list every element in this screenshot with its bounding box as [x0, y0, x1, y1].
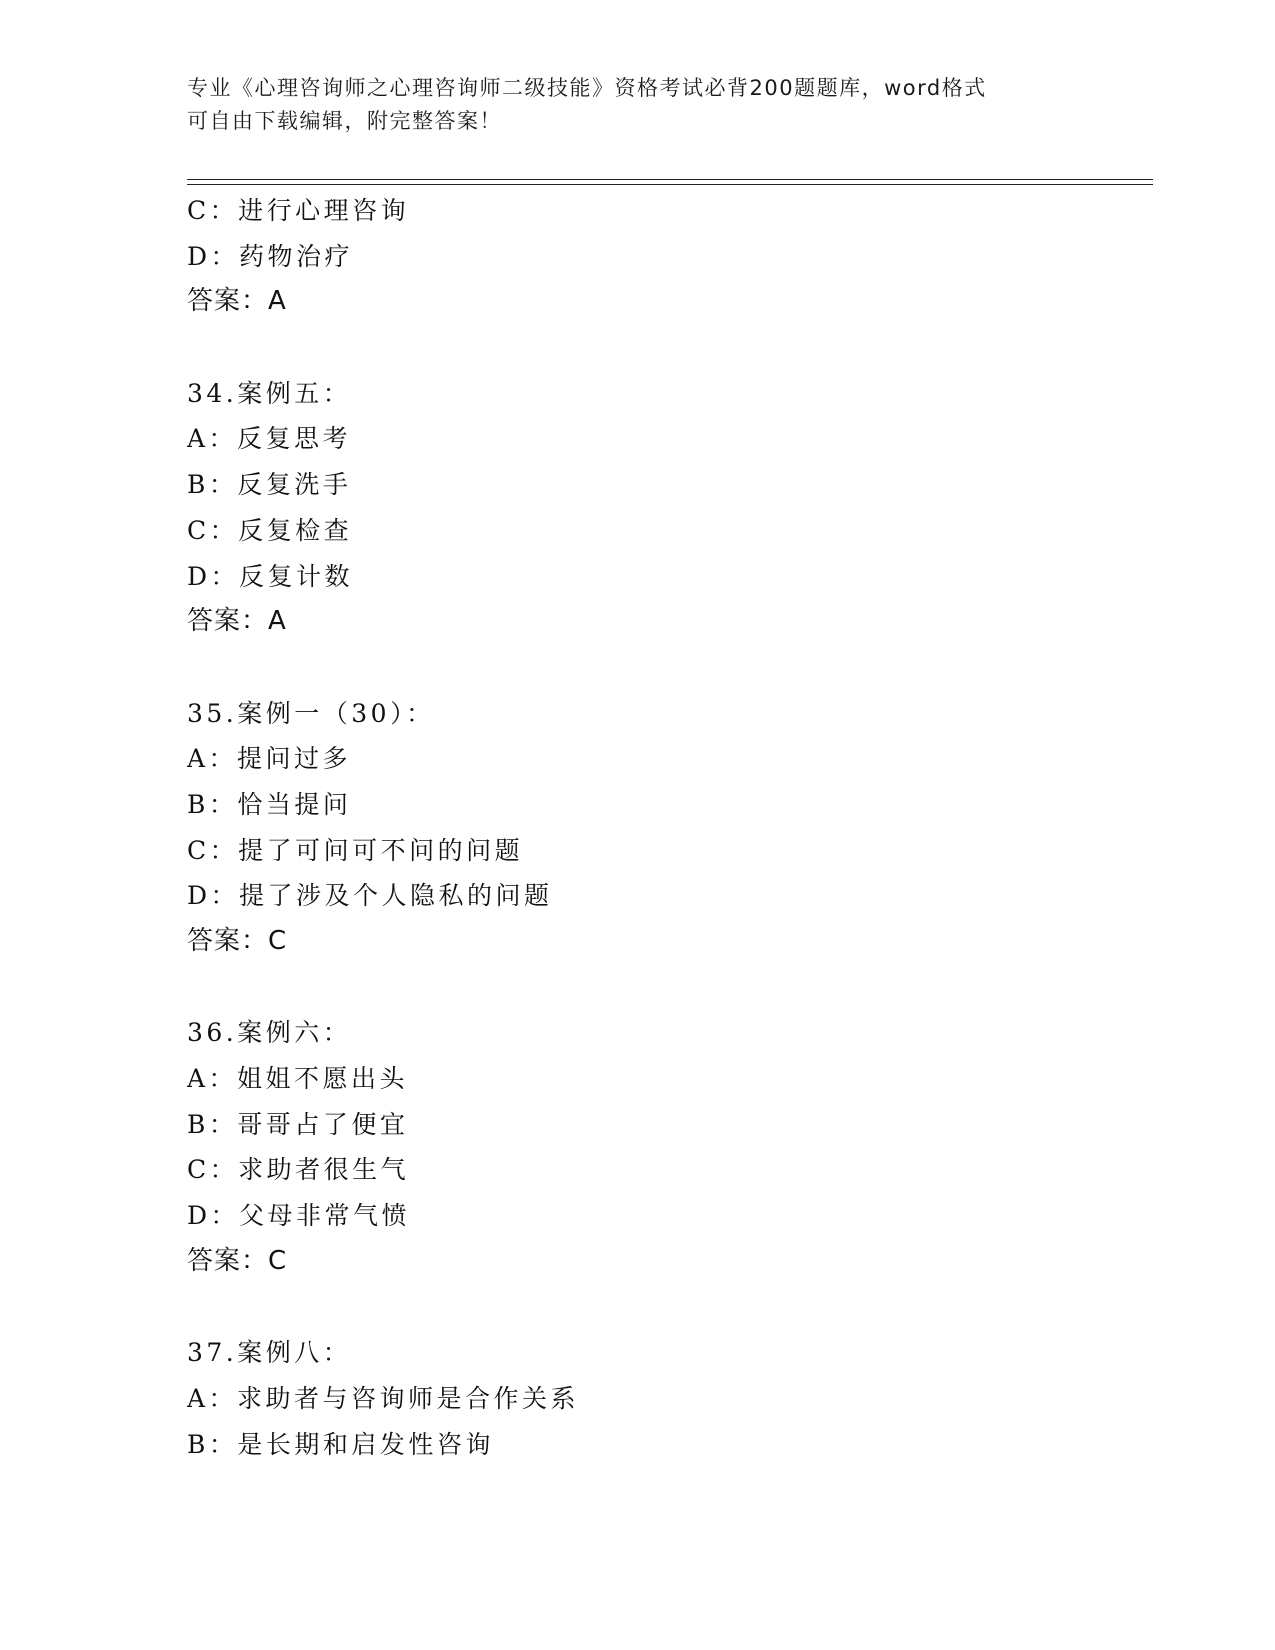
question-list [187, 188, 1147, 1467]
question-34 [187, 371, 1147, 645]
question-35 [187, 691, 1147, 965]
document-header [187, 72, 1087, 138]
answer-line: 答案：C [187, 926, 288, 956]
option-d: D：提了涉及个人隐私的问题 [187, 881, 553, 911]
spacer [187, 1285, 1147, 1331]
question-title: 37.案例八： [187, 1338, 352, 1368]
question-title: 35.案例一（30）： [187, 698, 435, 728]
question-partial [187, 188, 1147, 325]
option-b: B：哥哥占了便宜 [187, 1109, 409, 1139]
option-c: C：进行心理咨询 [187, 196, 410, 225]
option-c: C：提了可问可不问的问题 [187, 835, 524, 865]
question-title: 36.案例六： [187, 1018, 352, 1048]
header-line-2: 可自由下载编辑，附完整答案！ [187, 109, 502, 133]
option-c: C：求助者很生气 [187, 1155, 410, 1185]
question-36 [187, 1010, 1147, 1284]
header-divider-top [187, 179, 1153, 180]
option-a: A：反复思考 [187, 424, 352, 454]
header-divider-bottom [187, 184, 1153, 185]
spacer [187, 645, 1147, 691]
answer-line: 答案：A [187, 606, 287, 637]
option-a: A：姐姐不愿出头 [187, 1064, 409, 1094]
answer-line: 答案：A [187, 286, 287, 317]
option-d: D：父母非常气愤 [187, 1201, 411, 1231]
option-b: B：反复洗手 [187, 470, 352, 500]
answer-line: 答案：C [187, 1245, 288, 1276]
option-c: C：反复检查 [187, 515, 353, 545]
option-b: B：是长期和启发性咨询 [187, 1429, 494, 1459]
spacer [187, 965, 1147, 1011]
question-37 [187, 1330, 1147, 1467]
option-d: D：反复计数 [187, 561, 354, 591]
question-title: 34.案例五： [187, 378, 352, 408]
spacer [187, 325, 1147, 371]
option-b: B：恰当提问 [187, 789, 352, 819]
header-line-1: 专业《心理咨询师之心理咨询师二级技能》资格考试必背200题题库，word格式 [187, 76, 987, 100]
option-d: D：药物治疗 [187, 241, 354, 271]
option-a: A：提问过多 [187, 744, 352, 774]
option-a: A：求助者与咨询师是合作关系 [187, 1383, 580, 1413]
